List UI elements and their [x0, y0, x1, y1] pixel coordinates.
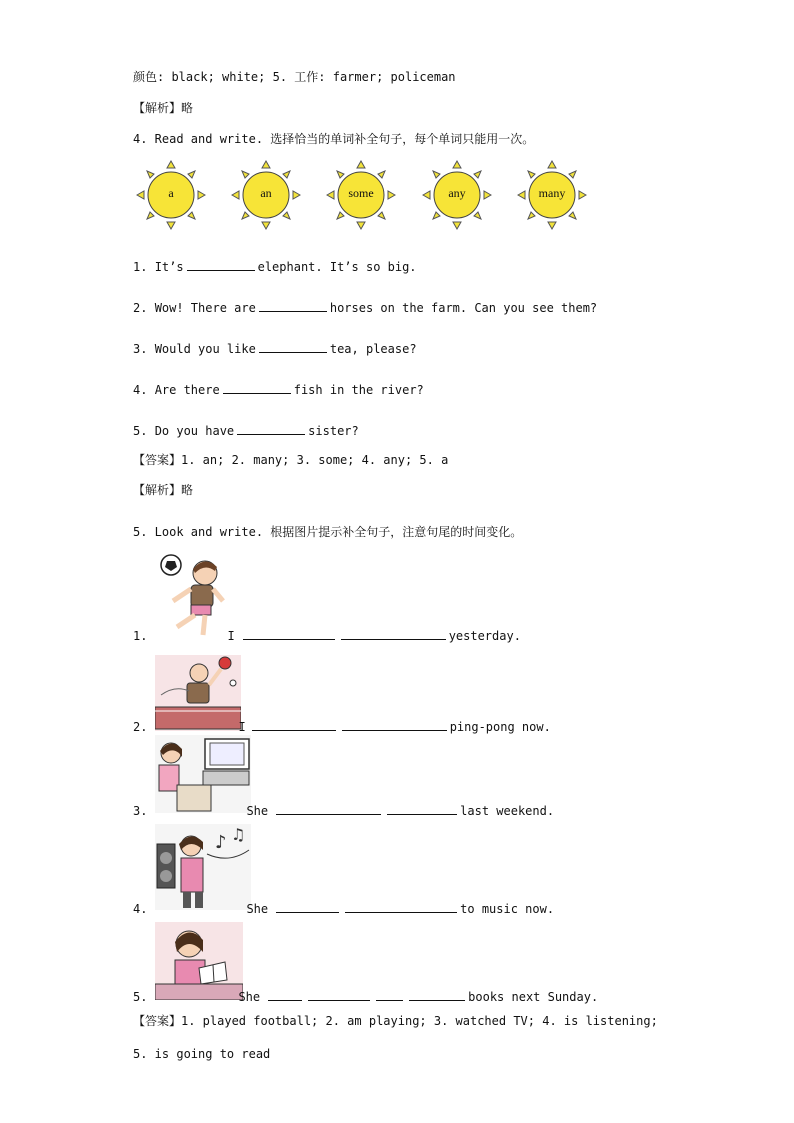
sun-word-label: any	[448, 186, 466, 200]
sentence-before: Would you like	[154, 342, 256, 356]
q4-sentence	[133, 258, 417, 275]
item-subject: I	[227, 629, 235, 643]
svg-text:♫: ♫	[231, 825, 246, 844]
item-subject: She	[246, 902, 269, 916]
answer-blank[interactable]	[276, 802, 381, 815]
item-number: 2.	[133, 720, 148, 734]
q4-answer: 【答案】1. an; 2. many; 3. some; 4. any; 5. a	[133, 453, 449, 467]
sentence-after: sister?	[308, 424, 359, 438]
answer-blank[interactable]	[387, 802, 457, 815]
answer-blank[interactable]	[243, 627, 335, 640]
item-subject: She	[246, 804, 269, 818]
answer-blank[interactable]	[259, 340, 327, 353]
q4-sentence	[133, 340, 417, 357]
answer-blank[interactable]	[345, 900, 457, 913]
sentence-before: Are there	[154, 383, 220, 397]
sentence-number: 2.	[133, 301, 148, 315]
colors-jobs-answer-line: 颜色: black; white; 5. 工作: farmer; policeman	[133, 70, 456, 84]
item-end: books next Sunday.	[468, 990, 599, 1004]
item-end: ping-pong now.	[449, 720, 551, 734]
item-number: 4.	[133, 902, 148, 916]
item-end: last weekend.	[460, 804, 555, 818]
answer-blank[interactable]	[268, 988, 302, 1001]
answer-blank[interactable]	[237, 422, 305, 435]
listening-music-girl-icon	[155, 824, 251, 910]
q4-title: 4. Read and write. 选择恰当的单词补全句子，每个单词只能用一次。	[133, 132, 535, 146]
sun-word-many	[517, 160, 587, 230]
item-subject: She	[238, 990, 261, 1004]
sentence-number: 4.	[133, 383, 148, 397]
sentence-before: Do you have	[154, 424, 235, 438]
sun-word-any	[422, 160, 492, 230]
item-number: 3.	[133, 804, 148, 818]
q4-sentence	[133, 422, 359, 439]
sentence-after: horses on the farm. Can you see them?	[329, 301, 598, 315]
sun-word-label: many	[538, 186, 566, 200]
answer-blank[interactable]	[252, 718, 336, 731]
sentence-before: It’s	[154, 260, 184, 274]
sentence-after: elephant. It’s so big.	[257, 260, 417, 274]
q5-item	[133, 627, 521, 644]
sun-word-label: some	[348, 186, 374, 200]
answer-blank[interactable]	[409, 988, 465, 1001]
svg-text:♪: ♪	[215, 832, 227, 853]
sun-word-label: an	[260, 186, 272, 200]
word-bank	[136, 160, 596, 230]
sentence-number: 1.	[133, 260, 148, 274]
answer-blank[interactable]	[276, 900, 339, 913]
q4-sentence	[133, 299, 597, 316]
item-number: 1.	[133, 629, 148, 643]
sun-word-label: a	[168, 186, 174, 200]
answer-blank[interactable]	[187, 258, 255, 271]
q5-item	[133, 718, 551, 735]
item-number: 5.	[133, 990, 148, 1004]
analysis-line: 【解析】略	[133, 101, 194, 115]
q5-item	[133, 802, 554, 819]
answer-blank[interactable]	[308, 988, 370, 1001]
q5-title: 5. Look and write. 根据图片提示补全句子，注意句尾的时间变化。	[133, 525, 523, 539]
q5-item	[133, 988, 598, 1005]
answer-blank[interactable]	[376, 988, 403, 1001]
q4-analysis: 【解析】略	[133, 483, 194, 497]
item-subject: I	[238, 720, 246, 734]
sun-word-a	[136, 160, 206, 230]
item-end: yesterday.	[448, 629, 521, 643]
item-end: to music now.	[460, 902, 555, 916]
q5-item	[133, 900, 554, 917]
q5-answer: 【答案】1. played football; 2. am playing; 3. watched TV; 4. is listening;	[133, 1014, 658, 1028]
answer-blank[interactable]	[259, 299, 327, 312]
sun-word-some	[326, 160, 396, 230]
sentence-number: 3.	[133, 342, 148, 356]
q5-answer-continued: 5. is going to read	[133, 1047, 271, 1061]
answer-blank[interactable]	[223, 381, 291, 394]
sentence-before: Wow! There are	[154, 301, 256, 315]
answer-blank[interactable]	[342, 718, 447, 731]
picture-girl-music	[155, 824, 251, 910]
sentence-number: 5.	[133, 424, 148, 438]
sun-word-an	[231, 160, 301, 230]
sentence-after: tea, please?	[329, 342, 417, 356]
answer-blank[interactable]	[341, 627, 446, 640]
q4-sentence	[133, 381, 424, 398]
sentence-after: fish in the river?	[293, 383, 424, 397]
